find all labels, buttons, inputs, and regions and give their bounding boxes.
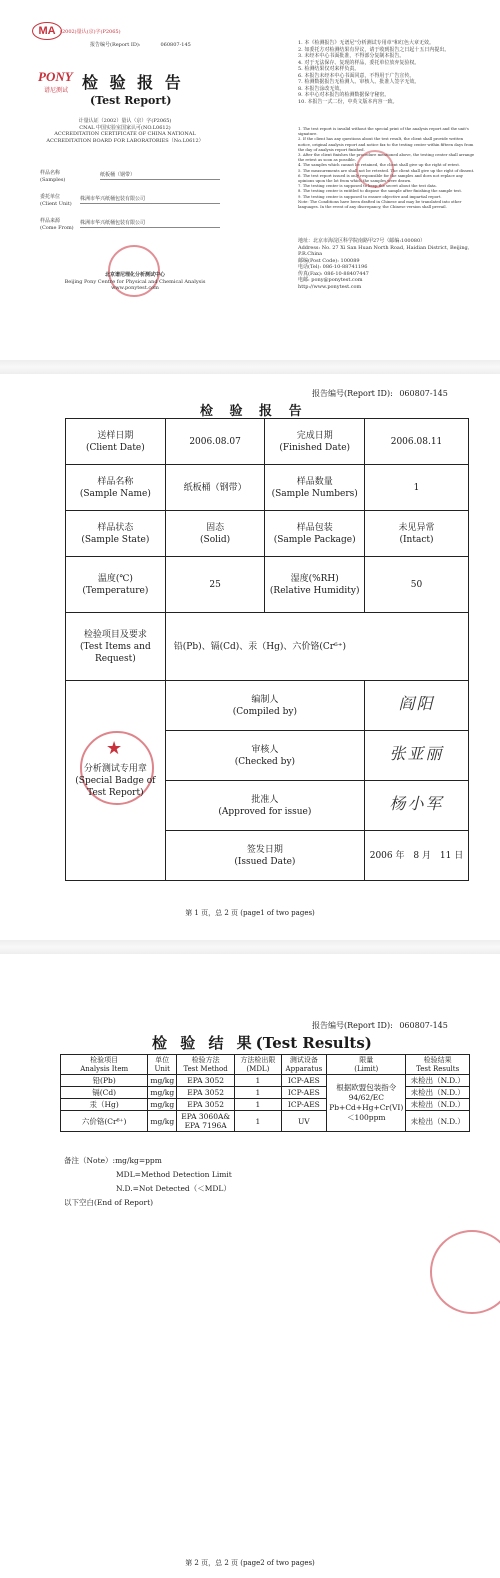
cover-notes-cn: 1. 本《检测报告》无谱尼"分析测试专用章"和红色大章无效。 2. 如委托方对检测结果有异议，请于收到报告之日起十五日内提出。 3. 未经本中心书面批准，不得部分复制本报告。 4. 对于无法保存、复现的样品，委托单位放弃复验权。 5. 检测结果仅对来样负责。 6. 本报告未经本中心书面同意，不得用于广告宣传。 7. 检测数据报告无检测人、审核人、批准人签字无效。 8. 本报告涂改无效。 9. 本中心对本报告的检测数据保守秘密。 10. 本报告一式二份，中英文版本内容一致。	[298, 40, 450, 105]
cover-title-en: (Test Report)	[90, 94, 172, 107]
cover-sample-value: 纸板桶（钢带）	[100, 172, 220, 180]
cover-client: 委托单位 (Client Unit)	[40, 194, 72, 207]
cell-compiled-label: 编制人 (Compiled by)	[165, 681, 364, 731]
cell-temperature: 25	[165, 557, 265, 613]
cell-sample-state-label: 样品状态 (Sample State)	[66, 511, 166, 557]
approved-signature: 杨小军	[389, 794, 444, 813]
cell-sample-state: 固态 (Solid)	[165, 511, 265, 557]
cover-title-cn: 检 验 报 告	[82, 73, 184, 92]
cell-special-badge: ★ 分析测试专用章 (Special Badge of Test Report)	[66, 681, 166, 881]
cell-sample-name: 纸板桶（钢带）	[165, 465, 265, 511]
p2-title: 检 验 结 果(Test Results)	[152, 1034, 372, 1052]
p2-results-table	[60, 1054, 470, 1132]
header-mdl: 方法检出限 (MDL)	[235, 1055, 281, 1075]
p1-title: 检 验 报 告	[200, 404, 308, 419]
header-apparatus: 测试设备 Apparatus	[281, 1055, 327, 1075]
cell-finished-date: 2006.08.11	[365, 419, 469, 465]
cell-sample-package-label: 样品包装 (Sample Package)	[265, 511, 365, 557]
cell-checked-label: 审核人 (Checked by)	[165, 731, 364, 781]
header-limit: 限量 (Limit)	[327, 1055, 406, 1075]
header-test-results: 检验结果 Test Results	[406, 1055, 470, 1075]
cell-temperature-label: 温度(℃) (Temperature)	[66, 557, 166, 613]
cell-sample-numbers: 1	[365, 465, 469, 511]
p2-report-id: 报告编号(Report ID): 060807-145	[312, 1021, 448, 1030]
cover-report-id: 报告编号(Report ID): 060807-145	[90, 42, 191, 48]
table-row: 汞（Hg) mg/kg EPA 3052 1 ICP-AES 未检出（N.D.）	[61, 1099, 470, 1111]
p2-footer: 第 2 页，总 2 页 (page2 of two pages)	[185, 1559, 315, 1567]
cell-client-date-label: 送样日期 (Client Date)	[66, 419, 166, 465]
report-page-1	[0, 374, 500, 940]
cover-page	[0, 0, 500, 368]
cell-client-date: 2006.08.07	[165, 419, 265, 465]
cover-cert-lines: 计量认证（2002）量认（京）字(P2065) CNAL 中国实验室国家认可(NO.L0612) ACCREDITATION CERTIFICATE OF CHINA NATIONAL ACCREDITATION BOARD FOR LABORATORIES（No.L0612）	[46, 118, 204, 144]
pony-logo	[38, 66, 74, 94]
p1-info-table	[65, 418, 469, 881]
cover-notes-stamp	[356, 150, 394, 188]
cell-approved-sig	[365, 781, 469, 831]
p2-red-stamp	[430, 1230, 500, 1314]
cell-issued-date: 2006 年 8 月 11 日	[365, 831, 469, 881]
cover-source: 样品来源 (Come From)	[40, 218, 74, 231]
table-row: 镉(Cd) mg/kg EPA 3052 1 ICP-AES 未检出（N.D.）	[61, 1087, 470, 1099]
limit-cell: 根据欧盟包装指令 94/62/EC Pb+Cd+Hg+Cr(VI) ＜100ppm	[327, 1075, 406, 1132]
cell-finished-date-label: 完成日期 (Finished Date)	[265, 419, 365, 465]
pony-logo-text: PONY	[38, 69, 73, 84]
pony-logo-subtext: 谱尼测试	[43, 87, 68, 94]
ma-subtext: (2002)量认(京)字(P2065)	[60, 29, 121, 35]
report-page-2	[0, 954, 500, 1578]
cover-center: 北京谱尼理化分析测试中心 Beijing Pony Centre for Physical and Chemical Analysis www.ponytest.com	[64, 272, 206, 291]
cover-source-value: 株洲市华兴纸桶包装有限公司	[80, 220, 220, 228]
header-analysis-item: 检验项目 Analysis Item	[61, 1055, 148, 1075]
p1-report-id: 报告编号(Report ID): 060807-145	[312, 389, 448, 398]
cell-humidity-label: 湿度(%RH) (Relative Humidity)	[265, 557, 365, 613]
page-separator	[0, 360, 500, 374]
ma-logo	[32, 22, 62, 40]
cell-sample-name-label: 样品名称 (Sample Name)	[66, 465, 166, 511]
ma-logo-text: MA	[38, 25, 56, 37]
cover-sample: 样品名称 (Samples)	[40, 170, 66, 183]
cell-issued-label: 签发日期 (Issued Date)	[165, 831, 364, 881]
table-row: 铅(Pb) mg/kg EPA 3052 1 ICP-AES 根据欧盟包装指令 94/62/EC Pb+Cd+Hg+Cr(VI) ＜100ppm 未检出（N.D.）	[61, 1075, 470, 1087]
header-unit: 单位 Unit	[148, 1055, 177, 1075]
cover-address: 地址：北京市海淀区科学院南路甲27号（邮编:100080） Address: No. 27 Xi San Huan North Road, Haidian District, Beijing, P.R.China 邮编(Post Code): 100089 电话(Tel): 086-10-88741196 传真(Fax): 086-10-88407447 电邮: pony@ponytest.com http://www.ponytest.com	[298, 238, 470, 290]
cell-test-items: 铅(Pb)、镉(Cd)、汞（Hg)、六价铬(Cr⁶⁺)	[165, 613, 468, 681]
checked-signature: 张亚丽	[389, 744, 444, 763]
page-separator	[0, 940, 500, 954]
cell-compiled-sig	[365, 681, 469, 731]
cell-humidity: 50	[365, 557, 469, 613]
p1-footer: 第 1 页，总 2 页 (page1 of two pages)	[185, 909, 315, 917]
cover-client-value: 株洲市华兴纸桶包装有限公司	[80, 196, 220, 204]
cell-sample-package: 未见异常 (Intact)	[365, 511, 469, 557]
cell-approved-label: 批准人 (Approved for issue)	[165, 781, 364, 831]
p2-notes: 备注（Note）:mg/kg=ppm MDL=Method Detection Limit N.D.=Not Detected（＜MDL） 以下空白(End of Report)	[64, 1156, 232, 1207]
cell-test-items-label: 检验项目及要求 (Test Items and Request)	[66, 613, 166, 681]
cell-checked-sig	[365, 731, 469, 781]
special-badge-star-icon: ★	[106, 738, 123, 759]
compiled-signature: 阎阳	[398, 694, 435, 713]
header-test-method: 检验方法 Test Method	[177, 1055, 235, 1075]
results-header-row	[61, 1055, 470, 1075]
cell-sample-numbers-label: 样品数量 (Sample Numbers)	[265, 465, 365, 511]
table-row: 六价铬(Cr⁶⁺) mg/kg EPA 3060A& EPA 7196A 1 UV 未检出（N.D.）	[61, 1111, 470, 1132]
cover-notes-en: 1. The test report is invalid without the special print of the analysis report and the unit's signature. 2. If the client has any questions about the test result, the client shall provide written notice, original analysis report and notice fax to the testing center within fifteen days from the day of analysis report finished. 3. After the client finishes the procedure mentioned above, the testing center shall arrange the retest as soon as possible. 4. The samples which cannot be retained, the client shall give up the right of retest. 5. The measurements are shall not be retested. The client shall give up the right of dissent. 6. The test report issued is only responsible for the samples and does not replace any opinions upon the lot from which the samples were drawn. 7. The testing center is supposed to keep the secret about the test data. 8. The testing center is entitled to dispose the sample after finishing the sample test. 9. The testing center is supposed to ensure objective and impartial report. Note: The Conditions have been drafted in Chinese and may be translated into other languages. In the event of any discrepancy, the Chinese version shall prevail.	[298, 126, 475, 210]
